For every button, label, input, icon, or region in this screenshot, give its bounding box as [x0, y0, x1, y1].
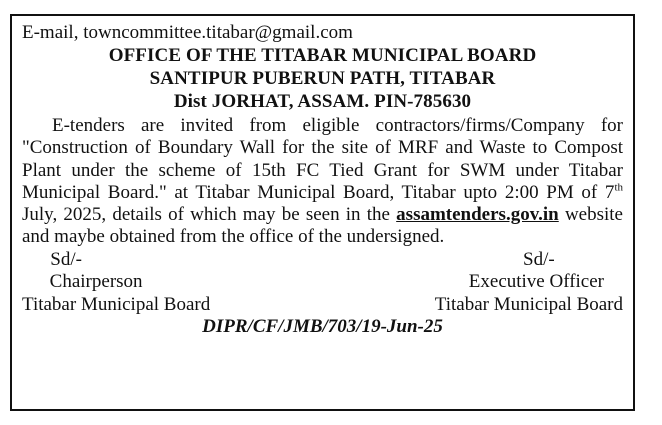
notice-body	[22, 115, 623, 249]
address-line: SANTIPUR PUBERUN PATH, TITABAR	[149, 68, 496, 89]
signature-executive-officer	[435, 249, 623, 317]
body-part-2: July, 2025, details of which may be seen in the	[22, 204, 397, 226]
tender-notice	[10, 14, 635, 411]
ordinal-suffix: th	[614, 181, 623, 194]
signatory-role: Executive Officer	[468, 271, 604, 293]
signed-mark: Sd/-	[523, 248, 555, 270]
district-line: Dist JORHAT, ASSAM. PIN-785630	[173, 91, 472, 112]
signatory-board: Titabar Municipal Board	[22, 293, 211, 315]
body-part-3: website and maybe obtained from the office of the undersigned.	[22, 204, 623, 248]
signatory-board: Titabar Municipal Board	[434, 293, 623, 315]
office-name: OFFICE OF THE TITABAR MUNICIPAL BOARD	[108, 45, 537, 66]
signature-row	[22, 249, 623, 317]
signed-mark: Sd/-	[50, 248, 82, 270]
signature-chairperson	[22, 249, 210, 317]
email-line: E-mail, towncommittee.titabar@gmail.com	[22, 22, 353, 43]
website-link[interactable]: assamtenders.gov.in	[396, 204, 559, 226]
body-part-1: E-tenders are invited from eligible contractors/firms/Company for "Construction of Boundary Wall for the site of MRF and Waste to Compost Plant under the scheme of 15th FC Tied Grant for SWM under Titabar Municipal Board." at Titabar Municipal Board, Titabar upto 2:00 PM of 7	[22, 115, 623, 203]
signatory-role: Chairperson	[49, 271, 143, 293]
dipr-reference: DIPR/CF/JMB/703/19-Jun-25	[202, 316, 443, 338]
